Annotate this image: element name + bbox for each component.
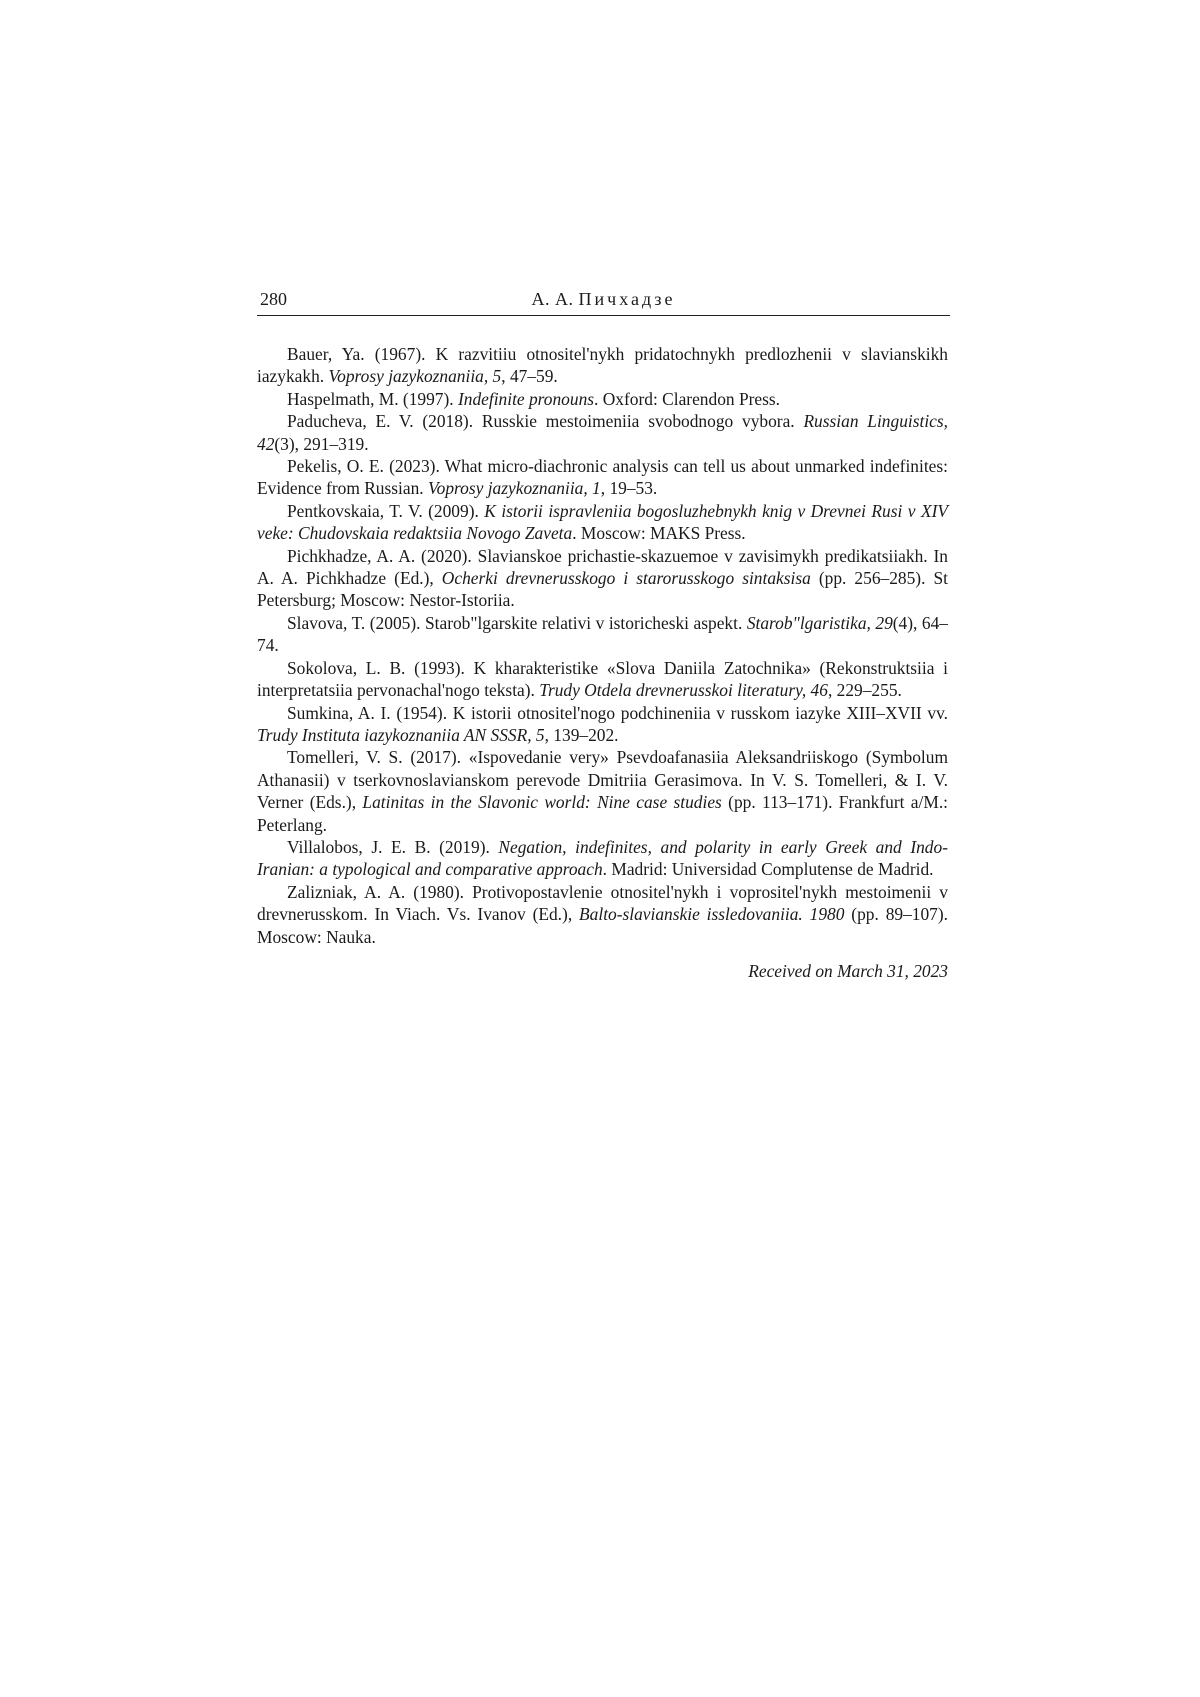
reference-entry [257, 388, 948, 410]
reference-source-italic: Voprosy jazykoznaniia, 1 [427, 478, 601, 499]
reference-entry [257, 500, 948, 545]
reference-entry [257, 545, 948, 612]
reference-text: Tomelleri, V. S. (2017). «Ispovedanie very» Psevdoafanasiia Aleksandriiskogo (Symbolum Athanasii) v tserkovnoslavianskom perevode Dmitriia Gerasimova. In V. S. Tomelleri, & I. V. Verner (Eds.), [257, 747, 948, 813]
reference-text: Sokolova, L. B. (1993). K kharakteristike «Slova Daniila Zatochnika» (Rekonstruktsiia i interpretatsiia pervonachal'nogo teksta). [257, 657, 948, 701]
reference-text: Bauer, Ya. (1967). K razvitiiu otnositel'nykh pridatochnykh predlozhenii v slavianskikh iazykakh. [257, 344, 948, 387]
reference-text: Pichkhadze, A. A. (2020). Slavianskoe prichastie-skazuemoe v zavisimykh predikatsiiakh. In A. A. Pichkhadze (Ed.), [257, 545, 948, 589]
reference-entry [257, 410, 948, 455]
reference-text: . Moscow: MAKS Press. [572, 523, 746, 544]
reference-text: (4), 64–74. [257, 612, 948, 656]
reference-entry [257, 455, 948, 500]
reference-entry [257, 881, 948, 948]
reference-text: . Oxford: Clarendon Press. [594, 388, 781, 409]
reference-text: (pp. 89–107). Moscow: Nauka. [257, 904, 949, 947]
reference-entries [257, 343, 948, 948]
reference-entry [257, 612, 948, 657]
reference-entry [257, 702, 948, 747]
page-number: 280 [260, 289, 287, 309]
reference-text: Slavova, T. (2005). Starob"lgarskite relativi v istoricheski aspekt. [287, 612, 747, 633]
reference-entry [257, 836, 948, 881]
reference-source-italic: Trudy Otdela drevnerusskoi literatury, 46 [539, 680, 828, 701]
page-header [257, 283, 950, 316]
reference-text: Pentkovskaia, T. V. (2009). [287, 500, 485, 521]
received-date: Received on March 31, 2023 [748, 960, 948, 981]
reference-text: , 139–202. [544, 724, 619, 745]
reference-source-italic: Indefinite pronouns [457, 388, 595, 409]
reference-source-italic: Ocherki drevnerusskogo i starorusskogo sintaksisa [441, 568, 811, 589]
reference-source-italic: Voprosy jazykoznaniia, 5 [328, 366, 502, 387]
reference-text: (pp. 113–171). Frankfurt a/M.: Peterlang. [257, 792, 948, 835]
reference-source-italic: Starob"lgaristika, 29 [746, 612, 893, 633]
reference-text: Sumkina, A. I. (1954). K istorii otnositel'nogo podchineniia v russkom iazyke XIII–XVII vv. [287, 702, 948, 723]
reference-source-italic: Negation, indefinites, and polarity in early Greek and Indo-Iranian: a typological and comparative approach [257, 836, 948, 880]
reference-text: Haspelmath, M. (1997). [287, 388, 458, 409]
reference-text: Pekelis, O. E. (2023). What micro-diachronic analysis can tell us about unmarked indefinites: Evidence from Russian. [257, 456, 948, 499]
reference-entry [257, 343, 948, 388]
reference-entry [257, 746, 948, 836]
reference-source-italic: Latinitas in the Slavonic world: Nine case studies [362, 792, 722, 813]
reference-text: Zalizniak, A. A. (1980). Protivopostavlenie otnositel'nykh i voprositel'nykh mestoimenii v drevnerusskom. In Viach. Vs. Ivanov (Ed.), [257, 881, 948, 925]
reference-text: , 229–255. [827, 680, 902, 701]
reference-text: Paducheva, E. V. (2018). Russkie mestoimeniia svobodnogo vybora. [287, 411, 804, 432]
reference-list [257, 343, 948, 982]
reference-text: (pp. 256–285). St Petersburg; Moscow: Nestor-Istoriia. [257, 568, 948, 611]
reference-text: (3), 291–319. [274, 433, 369, 454]
reference-text: , 47–59. [501, 366, 558, 387]
reference-entry [257, 657, 948, 702]
reference-text: Villalobos, J. E. B. (2019). [287, 836, 499, 857]
reference-text: . Madrid: Universidad Complutense de Madrid. [602, 859, 934, 880]
author-initials: А. А. [531, 289, 574, 309]
reference-source-italic: K istorii ispravleniia bogosluzhebnykh knig v Drevnei Rusi v XIV veke: Chudovskaia redaktsiia Novogo Zaveta [257, 500, 948, 544]
reference-source-italic: Trudy Instituta iazykoznaniia AN SSSR, 5 [257, 724, 545, 745]
reference-text: , 19–53. [600, 478, 658, 499]
running-head [257, 289, 950, 310]
reference-source-italic: Russian Linguistics, 42 [257, 411, 948, 454]
reference-source-italic: Balto-slavianskie issledovaniia. 1980 [579, 904, 845, 925]
author-surname: Пичхадзе [578, 289, 676, 309]
